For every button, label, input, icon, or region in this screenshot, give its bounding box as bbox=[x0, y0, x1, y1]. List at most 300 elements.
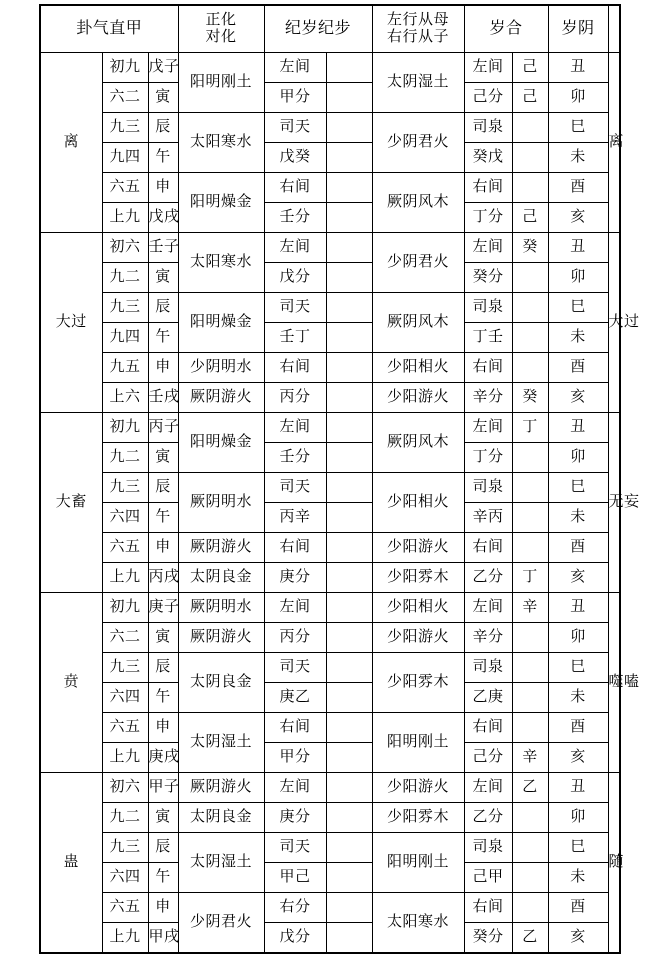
zuoyou-value: 太阴湿土 bbox=[372, 53, 464, 113]
ganzhi-label: 寅 bbox=[148, 83, 178, 113]
table-row bbox=[40, 53, 620, 83]
jisui-extra bbox=[326, 383, 372, 413]
ganzhi-label: 甲子 bbox=[148, 773, 178, 803]
suihe-value: 丁壬 bbox=[464, 323, 512, 353]
zuoyou-value: 厥阴风木 bbox=[372, 173, 464, 233]
zhenghua-value: 厥阴游火 bbox=[178, 533, 264, 563]
table-row bbox=[40, 443, 620, 473]
yao-label: 上六 bbox=[102, 383, 148, 413]
ganzhi-label: 壬戌 bbox=[148, 383, 178, 413]
table-row bbox=[40, 533, 620, 563]
yao-label: 九三 bbox=[102, 113, 148, 143]
yao-label: 初六 bbox=[102, 773, 148, 803]
yao-label: 六五 bbox=[102, 893, 148, 923]
suihe-value: 癸戊 bbox=[464, 143, 512, 173]
suiyin-zhi: 未 bbox=[548, 863, 608, 893]
suiyin-zhi: 亥 bbox=[548, 383, 608, 413]
jisui-value: 右间 bbox=[264, 173, 326, 203]
table-row bbox=[40, 473, 620, 503]
zuoyou-value: 少阳相火 bbox=[372, 593, 464, 623]
jisui-extra bbox=[326, 533, 372, 563]
suihe-gan bbox=[512, 443, 548, 473]
table-row bbox=[40, 383, 620, 413]
jisui-extra bbox=[326, 53, 372, 83]
table-header-row bbox=[40, 5, 620, 53]
jisui-value: 庚乙 bbox=[264, 683, 326, 713]
table-row bbox=[40, 353, 620, 383]
zuoyou-value: 少阳游火 bbox=[372, 773, 464, 803]
jisui-extra bbox=[326, 923, 372, 954]
jisui-extra bbox=[326, 233, 372, 263]
ganzhi-label: 午 bbox=[148, 683, 178, 713]
zuoyou-value: 少阳雰木 bbox=[372, 653, 464, 713]
suihe-gan bbox=[512, 833, 548, 863]
table-row bbox=[40, 623, 620, 653]
suihe-value: 右间 bbox=[464, 533, 512, 563]
yao-label: 六四 bbox=[102, 863, 148, 893]
suihe-value: 司泉 bbox=[464, 833, 512, 863]
suihe-value: 左间 bbox=[464, 233, 512, 263]
jisui-extra bbox=[326, 323, 372, 353]
zuoyou-value: 少阳雰木 bbox=[372, 803, 464, 833]
jisui-value: 右间 bbox=[264, 533, 326, 563]
jisui-value: 司天 bbox=[264, 113, 326, 143]
suihe-value: 乙分 bbox=[464, 803, 512, 833]
suihe-gan bbox=[512, 473, 548, 503]
yao-label: 六二 bbox=[102, 623, 148, 653]
jisui-value: 甲己 bbox=[264, 863, 326, 893]
suiyin-zhi: 巳 bbox=[548, 293, 608, 323]
jisui-value: 司天 bbox=[264, 833, 326, 863]
jisui-value: 左间 bbox=[264, 233, 326, 263]
zuoyou-value: 少阴君火 bbox=[372, 113, 464, 173]
jisui-value: 左间 bbox=[264, 773, 326, 803]
header-zhenghua-line2: 对化 bbox=[205, 29, 237, 45]
jisui-value: 司天 bbox=[264, 473, 326, 503]
jisui-value: 左间 bbox=[264, 53, 326, 83]
zhenghua-value: 太阴良金 bbox=[178, 653, 264, 713]
jisui-value: 庚分 bbox=[264, 803, 326, 833]
suihe-gan bbox=[512, 713, 548, 743]
jisui-extra bbox=[326, 773, 372, 803]
jisui-value: 右分 bbox=[264, 893, 326, 923]
ganzhi-label: 辰 bbox=[148, 113, 178, 143]
suihe-value: 己分 bbox=[464, 743, 512, 773]
yao-label: 九五 bbox=[102, 353, 148, 383]
ganzhi-label: 丙戌 bbox=[148, 563, 178, 593]
zuoyou-value: 少阳游火 bbox=[372, 533, 464, 563]
suihe-value: 乙分 bbox=[464, 563, 512, 593]
yao-label: 上九 bbox=[102, 923, 148, 954]
suiyin-zhi: 巳 bbox=[548, 113, 608, 143]
suihe-value: 左间 bbox=[464, 593, 512, 623]
table-row bbox=[40, 743, 620, 773]
ganzhi-label: 丙子 bbox=[148, 413, 178, 443]
zhenghua-value: 少阴君火 bbox=[178, 893, 264, 954]
yao-label: 上九 bbox=[102, 743, 148, 773]
jisui-value: 壬分 bbox=[264, 443, 326, 473]
suiyin-zhi: 酉 bbox=[548, 173, 608, 203]
zhenghua-value: 太阴湿土 bbox=[178, 833, 264, 893]
zhenghua-value: 阳明燥金 bbox=[178, 173, 264, 233]
suiyin-zhi: 酉 bbox=[548, 533, 608, 563]
yao-label: 九三 bbox=[102, 833, 148, 863]
jisui-extra bbox=[326, 443, 372, 473]
suihe-value: 辛丙 bbox=[464, 503, 512, 533]
jisui-value: 司天 bbox=[264, 293, 326, 323]
suiyin-zhi: 丑 bbox=[548, 233, 608, 263]
suiyin-zhi: 巳 bbox=[548, 833, 608, 863]
ganzhi-label: 午 bbox=[148, 503, 178, 533]
ganzhi-label: 寅 bbox=[148, 803, 178, 833]
suiyin-zhi: 丑 bbox=[548, 593, 608, 623]
jisui-value: 司天 bbox=[264, 653, 326, 683]
ganzhi-label: 申 bbox=[148, 713, 178, 743]
table-row bbox=[40, 293, 620, 323]
ganzhi-label: 申 bbox=[148, 353, 178, 383]
zuoyou-value: 少阳游火 bbox=[372, 623, 464, 653]
zhenghua-value: 太阳寒水 bbox=[178, 113, 264, 173]
header-cell-suiyin: 岁阴 bbox=[548, 5, 608, 53]
ganzhi-label: 申 bbox=[148, 893, 178, 923]
suiyin-zhi: 酉 bbox=[548, 353, 608, 383]
yao-label: 六四 bbox=[102, 683, 148, 713]
suiyin-zhi: 未 bbox=[548, 323, 608, 353]
suihe-gan: 己 bbox=[512, 203, 548, 233]
yao-label: 九二 bbox=[102, 803, 148, 833]
jisui-value: 庚分 bbox=[264, 563, 326, 593]
suihe-gan bbox=[512, 323, 548, 353]
jisui-value: 丙分 bbox=[264, 383, 326, 413]
table-row bbox=[40, 143, 620, 173]
suiyin-zhi: 丑 bbox=[548, 413, 608, 443]
suiyin-zhi: 卯 bbox=[548, 443, 608, 473]
jisui-value: 戊癸 bbox=[264, 143, 326, 173]
suihe-value: 左间 bbox=[464, 53, 512, 83]
zhenghua-value: 阳明刚土 bbox=[178, 53, 264, 113]
gua-qi-table bbox=[39, 4, 640, 954]
gua-right-label: 随 bbox=[608, 773, 620, 954]
ganzhi-label: 申 bbox=[148, 173, 178, 203]
ganzhi-label: 辰 bbox=[148, 653, 178, 683]
yao-label: 初九 bbox=[102, 413, 148, 443]
suiyin-zhi: 亥 bbox=[548, 203, 608, 233]
jisui-value: 戊分 bbox=[264, 923, 326, 954]
header-cell-jisui: 纪岁纪步 bbox=[264, 5, 372, 53]
header-cell-zuoyou bbox=[372, 5, 464, 53]
ganzhi-label: 戊戌 bbox=[148, 203, 178, 233]
zhenghua-value: 少阴明水 bbox=[178, 353, 264, 383]
suihe-value: 左间 bbox=[464, 413, 512, 443]
table-row bbox=[40, 833, 620, 863]
table-row bbox=[40, 563, 620, 593]
suihe-value: 右间 bbox=[464, 893, 512, 923]
jisui-extra bbox=[326, 893, 372, 923]
suiyin-zhi: 卯 bbox=[548, 83, 608, 113]
jisui-value: 壬丁 bbox=[264, 323, 326, 353]
table-row bbox=[40, 863, 620, 893]
jisui-value: 甲分 bbox=[264, 743, 326, 773]
header-zuoyou-line1: 左行从母 bbox=[387, 11, 450, 28]
suihe-gan bbox=[512, 173, 548, 203]
gua-right-label: 噬嗑 bbox=[608, 593, 620, 773]
gua-left-label: 蛊 bbox=[40, 773, 102, 954]
yao-label: 九二 bbox=[102, 263, 148, 293]
suihe-gan bbox=[512, 263, 548, 293]
suihe-gan: 乙 bbox=[512, 773, 548, 803]
table-row bbox=[40, 203, 620, 233]
suihe-gan: 己 bbox=[512, 83, 548, 113]
suihe-gan: 辛 bbox=[512, 743, 548, 773]
suihe-value: 司泉 bbox=[464, 293, 512, 323]
jisui-value: 甲分 bbox=[264, 83, 326, 113]
suihe-value: 丁分 bbox=[464, 443, 512, 473]
yao-label: 九四 bbox=[102, 143, 148, 173]
suiyin-zhi: 丑 bbox=[548, 53, 608, 83]
zuoyou-value: 少阳相火 bbox=[372, 353, 464, 383]
yao-label: 六四 bbox=[102, 503, 148, 533]
zuoyou-value: 少阳雰木 bbox=[372, 563, 464, 593]
jisui-extra bbox=[326, 563, 372, 593]
suihe-gan: 癸 bbox=[512, 233, 548, 263]
ganzhi-label: 寅 bbox=[148, 623, 178, 653]
suihe-gan bbox=[512, 533, 548, 563]
suihe-value: 辛分 bbox=[464, 623, 512, 653]
zhenghua-value: 阳明燥金 bbox=[178, 293, 264, 353]
yao-label: 九二 bbox=[102, 443, 148, 473]
zhenghua-value: 厥阴游火 bbox=[178, 623, 264, 653]
ganzhi-label: 午 bbox=[148, 323, 178, 353]
yao-label: 初六 bbox=[102, 233, 148, 263]
suihe-gan bbox=[512, 623, 548, 653]
jisui-extra bbox=[326, 413, 372, 443]
jisui-extra bbox=[326, 803, 372, 833]
table-row bbox=[40, 653, 620, 683]
suihe-gan bbox=[512, 113, 548, 143]
suihe-value: 癸分 bbox=[464, 263, 512, 293]
suiyin-zhi: 亥 bbox=[548, 563, 608, 593]
suihe-gan bbox=[512, 353, 548, 383]
jisui-extra bbox=[326, 353, 372, 383]
gua-left-label: 贲 bbox=[40, 593, 102, 773]
suihe-value: 乙庚 bbox=[464, 683, 512, 713]
zhenghua-value: 厥阴游火 bbox=[178, 773, 264, 803]
suihe-gan: 癸 bbox=[512, 383, 548, 413]
suiyin-zhi: 丑 bbox=[548, 773, 608, 803]
ganzhi-label: 庚戌 bbox=[148, 743, 178, 773]
suihe-value: 丁分 bbox=[464, 203, 512, 233]
table-body bbox=[40, 5, 640, 953]
suihe-value: 右间 bbox=[464, 353, 512, 383]
zhenghua-value: 厥阴明水 bbox=[178, 473, 264, 533]
suiyin-zhi: 未 bbox=[548, 683, 608, 713]
suihe-value: 司泉 bbox=[464, 113, 512, 143]
suiyin-zhi: 卯 bbox=[548, 623, 608, 653]
jisui-extra bbox=[326, 713, 372, 743]
suihe-value: 左间 bbox=[464, 773, 512, 803]
suihe-value: 司泉 bbox=[464, 473, 512, 503]
ganzhi-label: 甲戌 bbox=[148, 923, 178, 954]
yao-label: 六五 bbox=[102, 713, 148, 743]
jisui-extra bbox=[326, 503, 372, 533]
zuoyou-value: 少阳相火 bbox=[372, 473, 464, 533]
suiyin-zhi: 酉 bbox=[548, 713, 608, 743]
ganzhi-label: 戊子 bbox=[148, 53, 178, 83]
jisui-extra bbox=[326, 863, 372, 893]
ganzhi-label: 寅 bbox=[148, 263, 178, 293]
suihe-value: 右间 bbox=[464, 713, 512, 743]
yao-label: 上九 bbox=[102, 203, 148, 233]
jisui-extra bbox=[326, 743, 372, 773]
suihe-gan: 乙 bbox=[512, 923, 548, 954]
jisui-extra bbox=[326, 203, 372, 233]
jisui-value: 丙分 bbox=[264, 623, 326, 653]
suihe-value: 右间 bbox=[464, 173, 512, 203]
jisui-extra bbox=[326, 143, 372, 173]
gua-left-label: 离 bbox=[40, 53, 102, 233]
yao-label: 九四 bbox=[102, 323, 148, 353]
zhenghua-value: 阳明燥金 bbox=[178, 413, 264, 473]
gua-right-label: 大过 bbox=[608, 233, 620, 413]
table-row bbox=[40, 503, 620, 533]
suihe-gan: 丁 bbox=[512, 413, 548, 443]
jisui-extra bbox=[326, 623, 372, 653]
jisui-value: 右间 bbox=[264, 353, 326, 383]
table-row bbox=[40, 83, 620, 113]
suihe-value: 辛分 bbox=[464, 383, 512, 413]
yao-label: 九三 bbox=[102, 293, 148, 323]
zuoyou-value: 少阴君火 bbox=[372, 233, 464, 293]
suiyin-zhi: 卯 bbox=[548, 263, 608, 293]
zhenghua-value: 太阴良金 bbox=[178, 803, 264, 833]
jisui-extra bbox=[326, 293, 372, 323]
gua-right-label: 无妄 bbox=[608, 413, 620, 593]
ganzhi-label: 午 bbox=[148, 863, 178, 893]
ganzhi-label: 申 bbox=[148, 533, 178, 563]
suiyin-zhi: 亥 bbox=[548, 923, 608, 954]
suihe-value: 己甲 bbox=[464, 863, 512, 893]
suihe-gan bbox=[512, 293, 548, 323]
ganzhi-label: 辰 bbox=[148, 833, 178, 863]
yao-label: 上九 bbox=[102, 563, 148, 593]
yao-label: 六五 bbox=[102, 173, 148, 203]
table-row bbox=[40, 893, 620, 923]
ganzhi-label: 辰 bbox=[148, 293, 178, 323]
jisui-value: 壬分 bbox=[264, 203, 326, 233]
table-row bbox=[40, 593, 620, 623]
jisui-value: 右间 bbox=[264, 713, 326, 743]
zhenghua-value: 太阴湿土 bbox=[178, 713, 264, 773]
jisui-extra bbox=[326, 833, 372, 863]
suihe-gan bbox=[512, 683, 548, 713]
jisui-extra bbox=[326, 113, 372, 143]
header-zhenghua-line1: 正化 bbox=[205, 11, 237, 28]
suihe-gan bbox=[512, 143, 548, 173]
table-row bbox=[40, 803, 620, 833]
table-row bbox=[40, 413, 620, 443]
yao-label: 初九 bbox=[102, 593, 148, 623]
yao-label: 初九 bbox=[102, 53, 148, 83]
header-cell-zhenghua bbox=[178, 5, 264, 53]
table-row bbox=[40, 233, 620, 263]
jisui-extra bbox=[326, 173, 372, 203]
suihe-value: 司泉 bbox=[464, 653, 512, 683]
ganzhi-label: 庚子 bbox=[148, 593, 178, 623]
zuoyou-value: 阳明刚土 bbox=[372, 713, 464, 773]
zuoyou-value: 少阳游火 bbox=[372, 383, 464, 413]
jisui-value: 左间 bbox=[264, 593, 326, 623]
zuoyou-value: 厥阴风木 bbox=[372, 413, 464, 473]
header-cell-guaqi: 卦气直甲 bbox=[40, 5, 178, 53]
suiyin-zhi: 未 bbox=[548, 143, 608, 173]
suiyin-zhi: 巳 bbox=[548, 473, 608, 503]
table-row bbox=[40, 173, 620, 203]
table-row bbox=[40, 113, 620, 143]
jisui-value: 戊分 bbox=[264, 263, 326, 293]
gua-left-label: 大畜 bbox=[40, 413, 102, 593]
suihe-gan: 己 bbox=[512, 53, 548, 83]
suihe-gan bbox=[512, 503, 548, 533]
zhenghua-value: 厥阴明水 bbox=[178, 593, 264, 623]
zuoyou-value: 厥阴风木 bbox=[372, 293, 464, 353]
suiyin-zhi: 巳 bbox=[548, 653, 608, 683]
ganzhi-label: 壬子 bbox=[148, 233, 178, 263]
suiyin-zhi: 未 bbox=[548, 503, 608, 533]
gua-left-label: 大过 bbox=[40, 233, 102, 413]
suihe-gan bbox=[512, 893, 548, 923]
jisui-value: 丙辛 bbox=[264, 503, 326, 533]
suihe-gan bbox=[512, 863, 548, 893]
yao-label: 九三 bbox=[102, 653, 148, 683]
zhenghua-value: 太阳寒水 bbox=[178, 233, 264, 293]
yao-label: 六五 bbox=[102, 533, 148, 563]
suihe-value: 己分 bbox=[464, 83, 512, 113]
suihe-gan: 辛 bbox=[512, 593, 548, 623]
table-row bbox=[40, 683, 620, 713]
jisui-value: 左间 bbox=[264, 413, 326, 443]
jisui-extra bbox=[326, 683, 372, 713]
zuoyou-value: 太阳寒水 bbox=[372, 893, 464, 954]
table-row bbox=[40, 323, 620, 353]
suihe-gan: 丁 bbox=[512, 563, 548, 593]
jisui-extra bbox=[326, 653, 372, 683]
table-row bbox=[40, 773, 620, 803]
gua-right-label: 离 bbox=[608, 53, 620, 233]
table-row bbox=[40, 713, 620, 743]
zhenghua-value: 厥阴游火 bbox=[178, 383, 264, 413]
suiyin-zhi: 酉 bbox=[548, 893, 608, 923]
suihe-gan bbox=[512, 803, 548, 833]
jisui-extra bbox=[326, 593, 372, 623]
suihe-value: 癸分 bbox=[464, 923, 512, 954]
zuoyou-value: 阳明刚土 bbox=[372, 833, 464, 893]
header-zuoyou-line2: 右行从子 bbox=[387, 29, 450, 45]
table-row bbox=[40, 923, 620, 954]
table-row bbox=[40, 263, 620, 293]
jisui-extra bbox=[326, 83, 372, 113]
ganzhi-label: 辰 bbox=[148, 473, 178, 503]
ganzhi-label: 午 bbox=[148, 143, 178, 173]
yao-label: 九三 bbox=[102, 473, 148, 503]
suihe-gan bbox=[512, 653, 548, 683]
suiyin-zhi: 亥 bbox=[548, 743, 608, 773]
header-cell-suihe: 岁合 bbox=[464, 5, 548, 53]
suiyin-zhi: 卯 bbox=[548, 803, 608, 833]
ganzhi-label: 寅 bbox=[148, 443, 178, 473]
yao-label: 六二 bbox=[102, 83, 148, 113]
jisui-extra bbox=[326, 263, 372, 293]
zhenghua-value: 太阴良金 bbox=[178, 563, 264, 593]
